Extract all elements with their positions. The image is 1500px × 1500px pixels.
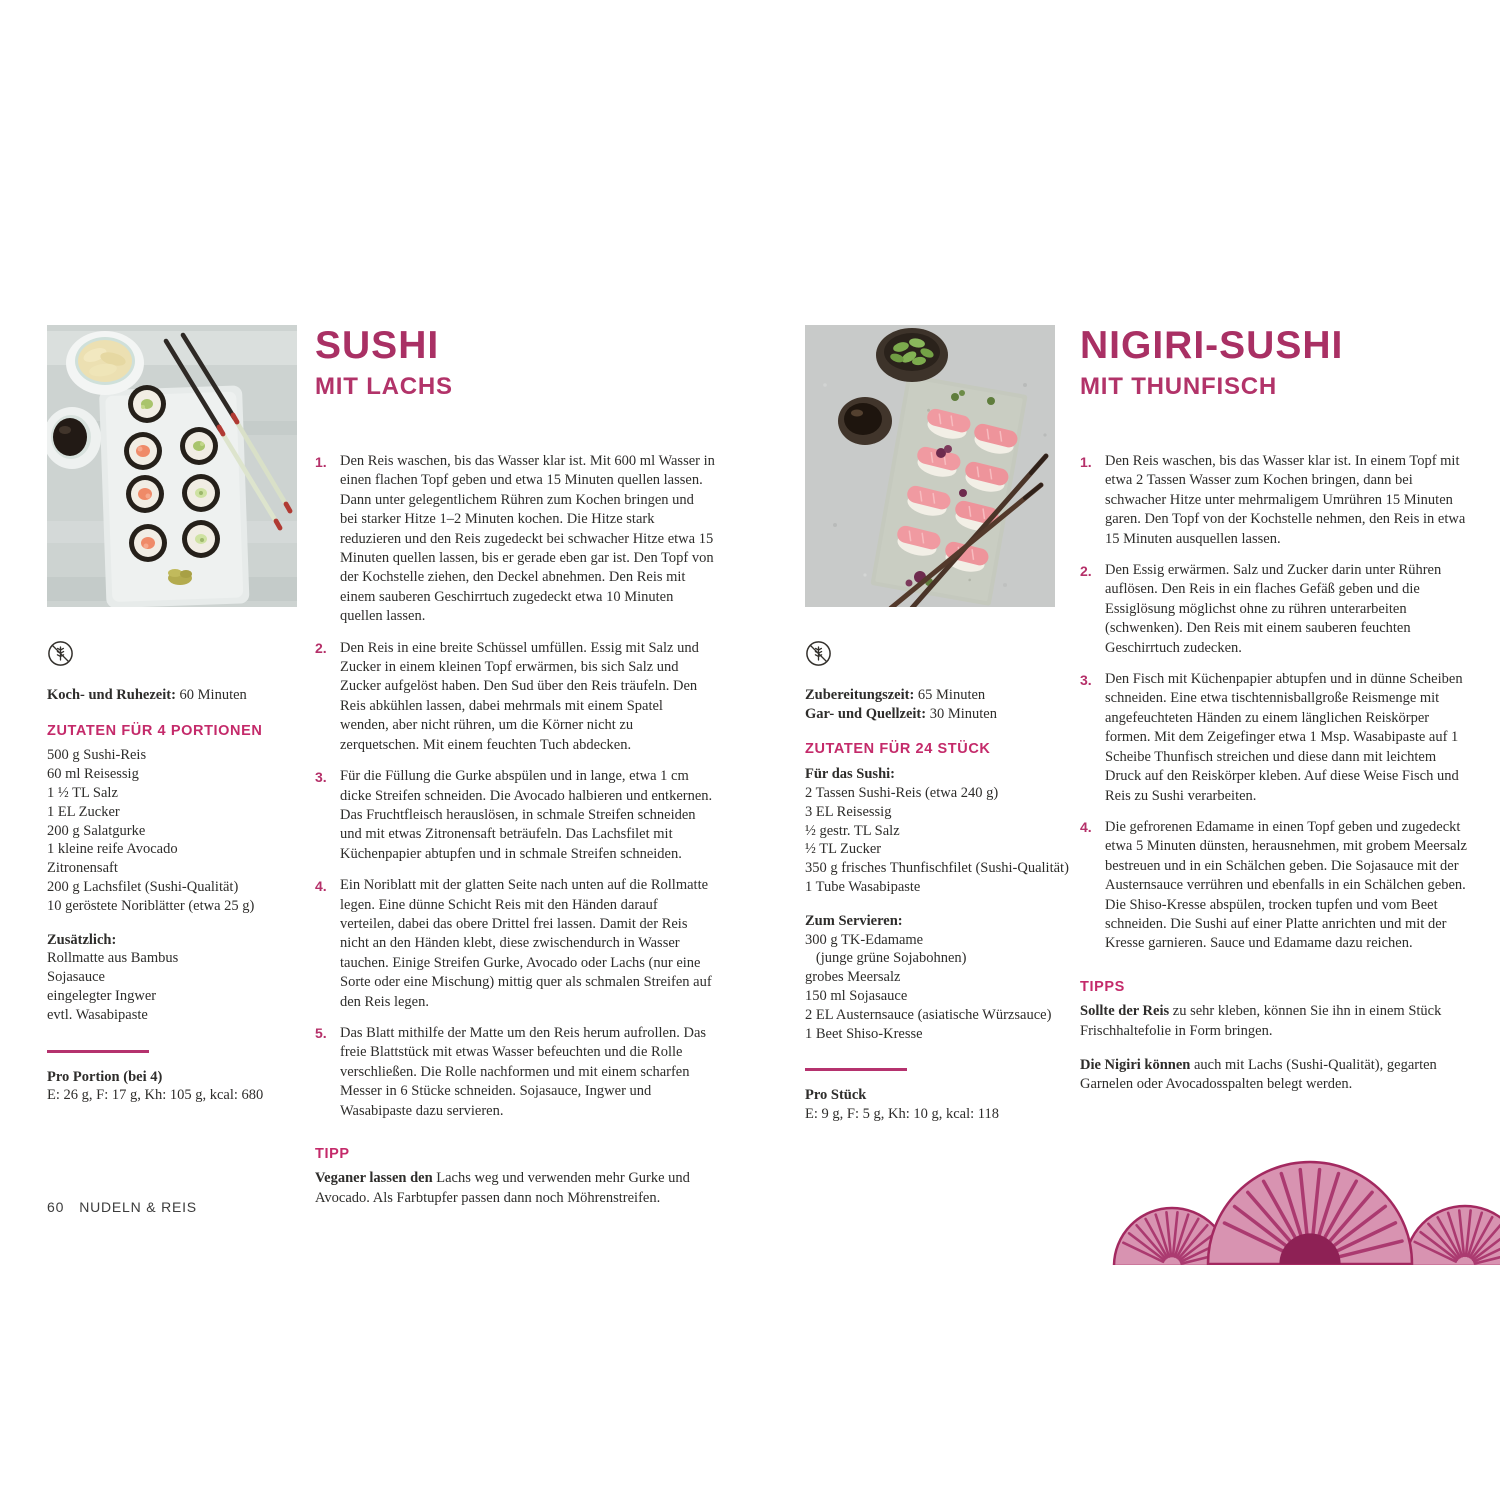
ingredient-item: 300 g TK-Edamame [805,931,924,948]
step-number: 4. [315,877,327,894]
meta-label: Zubereitungszeit: [805,686,915,703]
tip-lead: Sollte der Reis [1080,1003,1170,1020]
step-text: Das Blatt mithilfe der Matte um den Reis herum aufrollen. Das freie Blattstück mit etwas Wasser befeuchten und die Rolle verschließen. Die Rolle nachformen und mit einem scharfen Messer in 6 Stücke schneiden. Sojasauce, Ingwer und Wasabipaste dazu servieren. [340,1024,707,1119]
ingredient-group-heading: Zusätzlich: [47,931,117,948]
soy-sauce-bowl [838,397,892,445]
gluten-free-icon [805,640,1075,673]
right-recipe-instructions [1080,452,1472,1110]
ingredient-item: ½ gestr. TL Salz [805,822,900,839]
ingredient-item: 500 g Sushi-Reis [47,747,147,764]
ginger-bowl [66,331,144,395]
recipe-title: SUSHI [315,324,440,367]
step-text: Den Reis in eine breite Schüssel umfüllen. Essig mit Salz und Zucker in einem kleinen Topf erwärmen, bis sich Salz und Zucker aufgelöst haben. Den Sud über den Reis träufeln. Den Reis abkühlen lassen, dabei mehrmals mit einem Spatel wenden, aber nicht rühren, um die Körner nicht zu zerquetschen. Mit einem feuchten Tuch abdecken. [340,639,699,753]
ingredient-item: Sojasauce [47,969,105,986]
ingredient-item: eingelegter Ingwer [47,987,157,1004]
step-number: 2. [1080,562,1092,579]
step-text: Den Fisch mit Küchenpapier abtupfen und in dünne Scheiben schneiden. Eine etwa tischtennisballgroße Reismenge mit angefeuchteten Händen zu einem länglichen Reiskörper formen. Mit dem Zeigefinger etwa 1 Msp. Wasabipaste auf 1 Scheibe Thunfisch streichen und diese dann mit leichtem Druck auf den Reiskörper kleben. Auf diese Weise Fisch und Reis zu Sushi verarbeiten. [1105,671,1463,804]
ingredient-item: 1 Tube Wasabipaste [805,878,921,895]
meta-value: 30 Minuten [926,705,997,722]
ingredient-item: (junge grüne Sojabohnen) [805,950,967,967]
ingredient-list [805,784,1075,897]
recipe-subtitle: MIT THUNFISCH [1080,372,1278,400]
japanese-fan-decoration [1100,1148,1500,1265]
maki-roll [180,427,218,465]
maki-roll [124,432,162,470]
left-recipe-title-block [315,326,453,399]
tip-lead: Die Nigiri können [1080,1056,1191,1073]
ingredient-item: 350 g frisches Thunfischfilet (Sushi-Qualität) [805,860,1069,877]
page-footer [47,1199,197,1215]
recipe-meta [47,686,317,705]
meta-line [805,686,1075,705]
divider-rule [805,1068,907,1071]
maki-roll [128,385,166,423]
chapter-title: NUDELN & REIS [79,1199,197,1215]
step-text: Ein Noriblatt mit der glatten Seite nach unten auf die Rollmatte legen. Eine dünne Schicht Reis mit den Händen darauf verteilen, dabei das obere Drittel frei lassen. Damit der Reis nicht an den Händen klebt, diese zwischendurch in Wasser tauchen. Einige Streifen Gurke, Avocado oder Lachs (nur eine Sorte oder eine Mischung) mittig quer als schmalen Streifen auf den Reis legen. [340,877,712,1010]
ingredient-item: 10 geröstete Noriblätter (etwa 25 g) [47,897,255,914]
step-text: Für die Füllung die Gurke abspülen und in lange, etwa 1 cm dicke Streifen schneiden. Die Avocado halbieren und entkernen. Das Fruchtfleisch herauslösen, in schmale Streifen schneiden und mit etwas Zitronensaft beträufeln. Das Lachsfilet mit Küchenpapier abtupfen und in schmale Streifen schneiden. [340,768,713,862]
tips-block [1080,978,1472,1095]
ingredients-heading: ZUTATEN FÜR 24 STÜCK [805,741,991,758]
meta-label: Koch- und Ruhezeit: [47,686,176,703]
recipe-step [315,639,715,755]
step-text: Den Reis waschen, bis das Wasser klar ist. Mit 600 ml Wasser in einen flachen Topf geben und etwa 15 Minuten quellen lassen. Dann unter gelegentlichem Rühren zum Kochen bringen und bei starker Hitze 1–2 Minuten kochen. Die Hitze stark reduzieren und den Reis zugedeckt bei schwacher Hitze etwa 15 Minuten quellen lassen, bis er gerade eben gar ist. Den Topf von der Kochstelle ziehen, den Deckel abnehmen. Den Reis mit einem sauberen Geschirrtuch zugedeckt etwa 10 Minuten quellen lassen. [340,453,715,625]
ingredient-item: 1 ½ TL Salz [47,784,118,801]
ingredient-item: grobes Meersalz [805,969,901,986]
fan-right [1405,1206,1500,1265]
step-number: 5. [315,1025,327,1042]
ingredient-item: 1 EL Zucker [47,803,120,820]
left-ingredients-sidebar [47,640,317,1105]
recipe-step [315,876,715,1012]
ingredient-list-extra [47,949,317,1024]
step-number: 3. [1080,671,1092,688]
right-recipe-photo [805,325,1055,607]
step-list [315,452,715,1121]
step-number: 1. [315,453,327,470]
recipe-title: NIGIRI-SUSHI [1080,324,1344,367]
ingredient-list-serve [805,931,1075,1044]
tip-text [1080,1056,1472,1095]
step-number: 1. [1080,453,1092,470]
ingredient-item: 200 g Lachsfilet (Sushi-Qualität) [47,878,239,895]
page-number: 60 [47,1199,65,1215]
maki-roll [126,475,164,513]
step-text: Den Essig erwärmen. Salz und Zucker darin unter Rühren auflösen. Den Reis in ein flaches Gefäß geben und die Essiglösung möglichst ohne zu rühren unterarbeiten (schwenken). Den Reis mit einem sauberen feuchten Geschirrtuch zudecken. [1105,562,1442,656]
ingredient-group-heading: Zum Servieren: [805,912,903,929]
recipe-step [1080,670,1472,806]
maki-roll [129,524,167,562]
ingredient-item: 1 Beet Shiso-Kresse [805,1025,923,1042]
step-number: 4. [1080,819,1092,836]
tip-text [315,1169,715,1208]
gluten-free-icon [47,640,317,673]
recipe-subtitle: MIT LACHS [315,372,453,400]
ingredient-item: evtl. Wasabipaste [47,1006,148,1023]
maki-roll [182,520,220,558]
tips-heading: TIPPS [1080,978,1125,995]
maki-roll [182,474,220,512]
divider-rule [47,1050,149,1053]
tip-rest: auch mit Lachs (Sushi-Qualität), gegarten Garnelen oder Avocadosspalten belegt werden. [1080,1056,1437,1093]
ingredient-item: 60 ml Reisessig [47,766,139,783]
step-text: Die gefrorenen Edamame in einen Topf geben und zugedeckt etwa 5 Minuten dünsten, herausnehmen, mit grobem Meersalz bestreuen und in ein Schälchen geben. Die Sojasauce mit der Austernsauce verrühren und ebenfalls in ein Schälchen geben. Die Shiso-Kresse abspülen, trocken tupfen und vom Beet schneiden. Die Sushi auf einer Platte anrichten und mit der Kresse garnieren. Sauce und Edamame dazu reichen. [1105,818,1467,952]
step-list [1080,452,1472,954]
ingredient-group-heading: Für das Sushi: [805,766,895,783]
recipe-step [315,452,715,627]
ingredients-heading: ZUTATEN FÜR 4 PORTIONEN [47,722,263,739]
right-ingredients-sidebar [805,640,1075,1124]
nutrition-values: E: 26 g, F: 17 g, Kh: 105 g, kcal: 680 [47,1087,264,1104]
ingredient-item: ½ TL Zucker [805,841,882,858]
nigiri-sushi-photo-illustration [805,325,1055,607]
ingredient-item: 200 g Salatgurke [47,822,146,839]
fan-center [1208,1162,1412,1264]
tip-block [315,1145,715,1208]
recipe-step [315,1024,715,1121]
tip-rest: Lachs weg und verwenden mehr Gurke und Avocado. Als Farbtupfer passen dann noch Möhrenstreifen. [315,1170,690,1206]
ingredient-item: 1 kleine reife Avocado [47,841,178,858]
recipe-step [315,767,715,864]
tip-lead: Veganer lassen den [315,1170,433,1187]
ingredient-item: 150 ml Sojasauce [805,987,908,1004]
recipe-step [1080,561,1472,658]
meta-value: 60 Minuten [175,686,247,703]
ingredient-item: Rollmatte aus Bambus [47,950,179,967]
right-recipe-title-block [1080,326,1343,399]
ingredient-item: 2 Tassen Sushi-Reis (etwa 240 g) [805,784,999,801]
recipe-step [1080,452,1472,549]
ingredient-item: 3 EL Reisessig [805,803,892,820]
tip-text [1080,1002,1472,1041]
step-text: Den Reis waschen, bis das Wasser klar ist. In einem Topf mit etwa 2 Tassen Wasser zum Kochen bringen, dann bei schwacher Hitze unter mehrmaligem Umrühren 15 Minuten garen. Den Topf von der Kochstelle nehmen, den Reis in etwa 15 Minuten ausquellen lassen. [1105,453,1466,547]
tip-heading: TIPP [315,1146,350,1162]
step-number: 2. [315,640,327,657]
recipe-step [1080,818,1472,954]
ingredient-list [47,746,317,915]
edamame-bowl [876,328,948,382]
nutrition-values: E: 9 g, F: 5 g, Kh: 10 g, kcal: 118 [805,1106,999,1123]
nutrition-heading: Pro Portion (bei 4) [47,1068,163,1085]
nutrition-heading: Pro Stück [805,1087,867,1104]
wasabi [168,569,192,585]
left-recipe-instructions [315,452,715,1223]
meta-line [805,705,1075,724]
meta-label: Gar- und Quellzeit: [805,705,927,722]
ingredient-item: Zitronensaft [47,860,118,877]
tip-rest: zu sehr kleben, können Sie ihn in einem Stück Frischhaltefolie in Form bringen. [1080,1003,1442,1039]
meta-value: 65 Minuten [914,686,986,703]
step-number: 3. [315,768,327,785]
recipe-meta [805,686,1075,724]
left-recipe-photo [47,325,297,607]
maki-sushi-photo-illustration [47,325,297,607]
meta-line [47,686,317,705]
ingredient-item: 2 EL Austernsauce (asiatische Würzsauce) [805,1006,1052,1023]
